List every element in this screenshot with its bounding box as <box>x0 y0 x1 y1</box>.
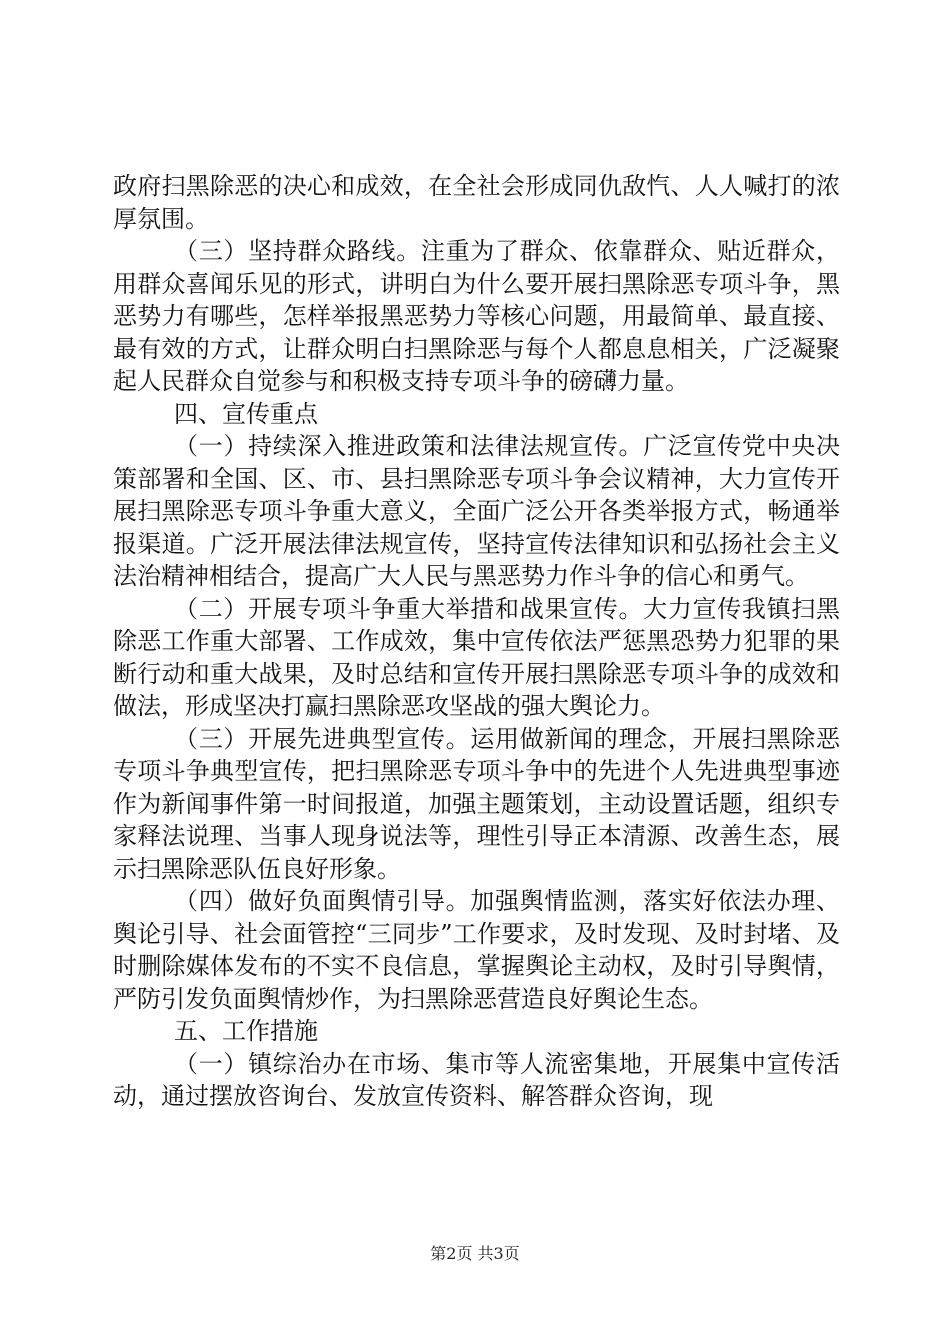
paragraph-section-4-1: （一）持续深入推进政策和法律法规宣传。广泛宣传党中央决策部署和全国、区、市、县扫黑除恶专项斗争会议精神，大力宣传开展扫黑除恶专项斗争重大意义，全面广泛公开各类举报方式，畅通举报渠道。广泛开展法律法规宣传，坚持宣传法律知识和弘扬社会主义法治精神相结合，提高广大人民与黑恶势力作斗争的信心和勇气。 <box>113 432 840 590</box>
document-body <box>113 170 840 1113</box>
paragraph-section-4-3: （三）开展先进典型宣传。运用做新闻的理念，开展扫黑除恶专项斗争典型宣传，把扫黑除恶专项斗争中的先进个人先进典型事迹作为新闻事件第一时间报道，加强主题策划，主动设置话题，组织专家释法说理、当事人现身说法等，理性引导正本清源、改善生态，展示扫黑除恶队伍良好形象。 <box>113 724 840 883</box>
section-heading-4: 四、宣传重点 <box>174 399 318 428</box>
paragraph-continuation: 政府扫黑除恶的决心和成效，在全社会形成同仇敌忾、人人喊打的浓厚氛围。 <box>113 172 840 233</box>
page-number-footer: 第2页 共3页 <box>430 1244 520 1263</box>
section-heading-5: 五、工作措施 <box>174 1017 318 1045</box>
paragraph-section-4-4: （四）做好负面舆情引导。加强舆情监测，落实好依法办理、舆论引导、社会面管控“三同步”工作要求，及时发现、及时封堵、及时删除媒体发布的不实不良信息，掌握舆论主动权，及时引导舆情，严防引发负面舆情炒作，为扫黑除恶营造良好舆论生态。 <box>113 887 840 1013</box>
paragraph-section-3-3: （三）坚持群众路线。注重为了群众、依靠群众、贴近群众，用群众喜闻乐见的形式，讲明白为什么要开展扫黑除恶专项斗争，黑恶势力有哪些，怎样举报黑恶势力等核心问题，用最简单、最直接、最有效的方式，让群众明白扫黑除恶与每个人都息息相关，广泛凝聚起人民群众自觉参与和积极支持专项斗争的磅礴力量。 <box>113 237 840 395</box>
paragraph-section-4-2: （二）开展专项斗争重大举措和战果宣传。大力宣传我镇扫黑除恶工作重大部署、工作成效，集中宣传依法严惩黑恐势力犯罪的果断行动和重大战果，及时总结和宣传开展扫黑除恶专项斗争的成效和做法，形成坚决打赢扫黑除恶攻坚战的强大舆论力。 <box>113 594 840 720</box>
paragraph-section-5-1: （一）镇综治办在市场、集市等人流密集地，开展集中宣传活动，通过摆放咨询台、发放宣传资料、解答群众咨询，现 <box>113 1049 840 1110</box>
